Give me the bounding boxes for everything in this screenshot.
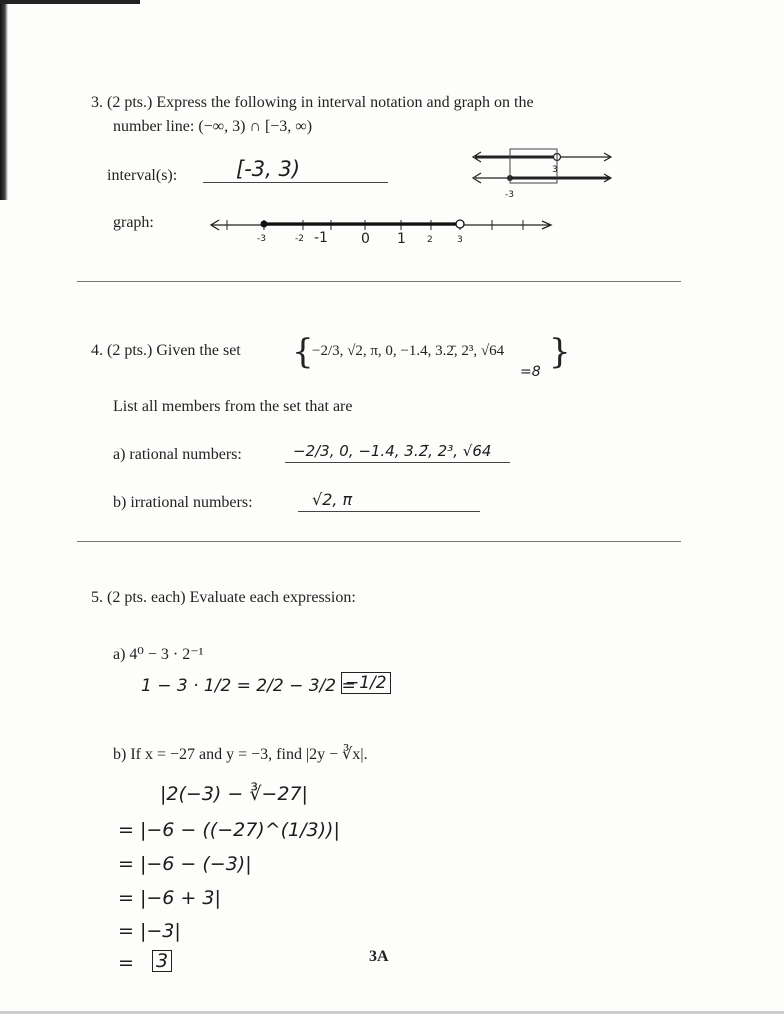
divider-q4-q5 <box>77 541 681 542</box>
q5-b-answer-box <box>152 950 172 972</box>
q5-b-answer: 3 <box>152 950 172 972</box>
q5-b-step-4: = |−6 + 3| <box>118 887 221 909</box>
q3-tick-label-2: 2 <box>427 235 433 245</box>
q3-scratch-label-neg3: -3 <box>505 190 514 200</box>
q3-tick-label-neg1: -1 <box>314 230 328 246</box>
q3-prompt-line1: 3. (2 pts.) Express the following in interval notation and graph on the <box>91 94 534 111</box>
q4-a-label: a) rational numbers: <box>113 446 242 463</box>
q5-b-step-6: = <box>118 952 134 974</box>
scan-edge-left <box>0 0 8 200</box>
q4-set-elements: −2/3, √2, π, 0, −1.4, 3.2̄, 2³, √64 <box>312 343 505 359</box>
q5-a-work: 1 − 3 · 1/2 = 2/2 − 3/2 = <box>141 676 356 696</box>
q5-prompt: 5. (2 pts. each) Evaluate each expression: <box>91 589 356 606</box>
q5-b-step-5: = |−3| <box>118 920 181 942</box>
divider-q3-q4 <box>77 281 681 282</box>
q4-b-answer: √2, π <box>312 490 353 509</box>
q4-prompt: 4. (2 pts.) Given the set <box>91 342 241 359</box>
q3-graph-label: graph: <box>113 214 154 231</box>
q3-tick-label-1: 1 <box>397 231 406 247</box>
q4-b-answer-line <box>298 511 480 512</box>
q3-scratch-label-3: 3 <box>552 165 558 175</box>
q5-b-step-3: = |−6 − (−3)| <box>118 853 252 875</box>
q4-a-answer: −2/3, 0, −1.4, 3.2̄, 2³, √64 <box>293 442 492 460</box>
q3-interval-label: interval(s): <box>107 167 178 184</box>
q3-tick-label-neg2: -2 <box>295 234 304 244</box>
q4-a-answer-line <box>285 462 510 463</box>
q5-a-answer-box <box>341 672 391 694</box>
q3-closed-endpoint <box>261 221 268 228</box>
q3-interval-answer: [-3, 3) <box>236 157 301 181</box>
q3-tick-label-neg3: -3 <box>257 234 266 244</box>
q5-a-answer: −1/2 <box>341 672 391 694</box>
q3-prompt-line2: number line: (−∞, 3) ∩ [−3, ∞) <box>113 118 313 135</box>
q4-right-brace: } <box>549 332 571 372</box>
q5-b-step-2: = |−6 − ((−27)^(1/3))| <box>118 819 340 841</box>
q3-open-endpoint <box>456 220 464 228</box>
q4-b-label: b) irrational numbers: <box>113 494 253 511</box>
q5-b-label: b) If x = −27 and y = −3, find |2y − ∛x|. <box>113 746 368 763</box>
scan-edge-top <box>0 0 140 4</box>
q4-instruction: List all members from the set that are <box>113 398 353 415</box>
q3-number-line <box>205 212 560 248</box>
q3-tick-label-0: 0 <box>361 231 370 247</box>
page-number: 3A <box>369 948 389 965</box>
q4-set-note: =8 <box>520 364 541 380</box>
q3-tick-label-3: 3 <box>457 235 463 245</box>
q5-a-label: a) 4⁰ − 3 · 2⁻¹ <box>113 646 204 663</box>
q5-b-step-1: |2(−3) − ∛−27| <box>160 783 308 805</box>
q3-interval-answer-line <box>203 182 388 183</box>
q3-scratch-sketch <box>465 140 625 210</box>
q4-left-brace: { <box>292 332 314 372</box>
